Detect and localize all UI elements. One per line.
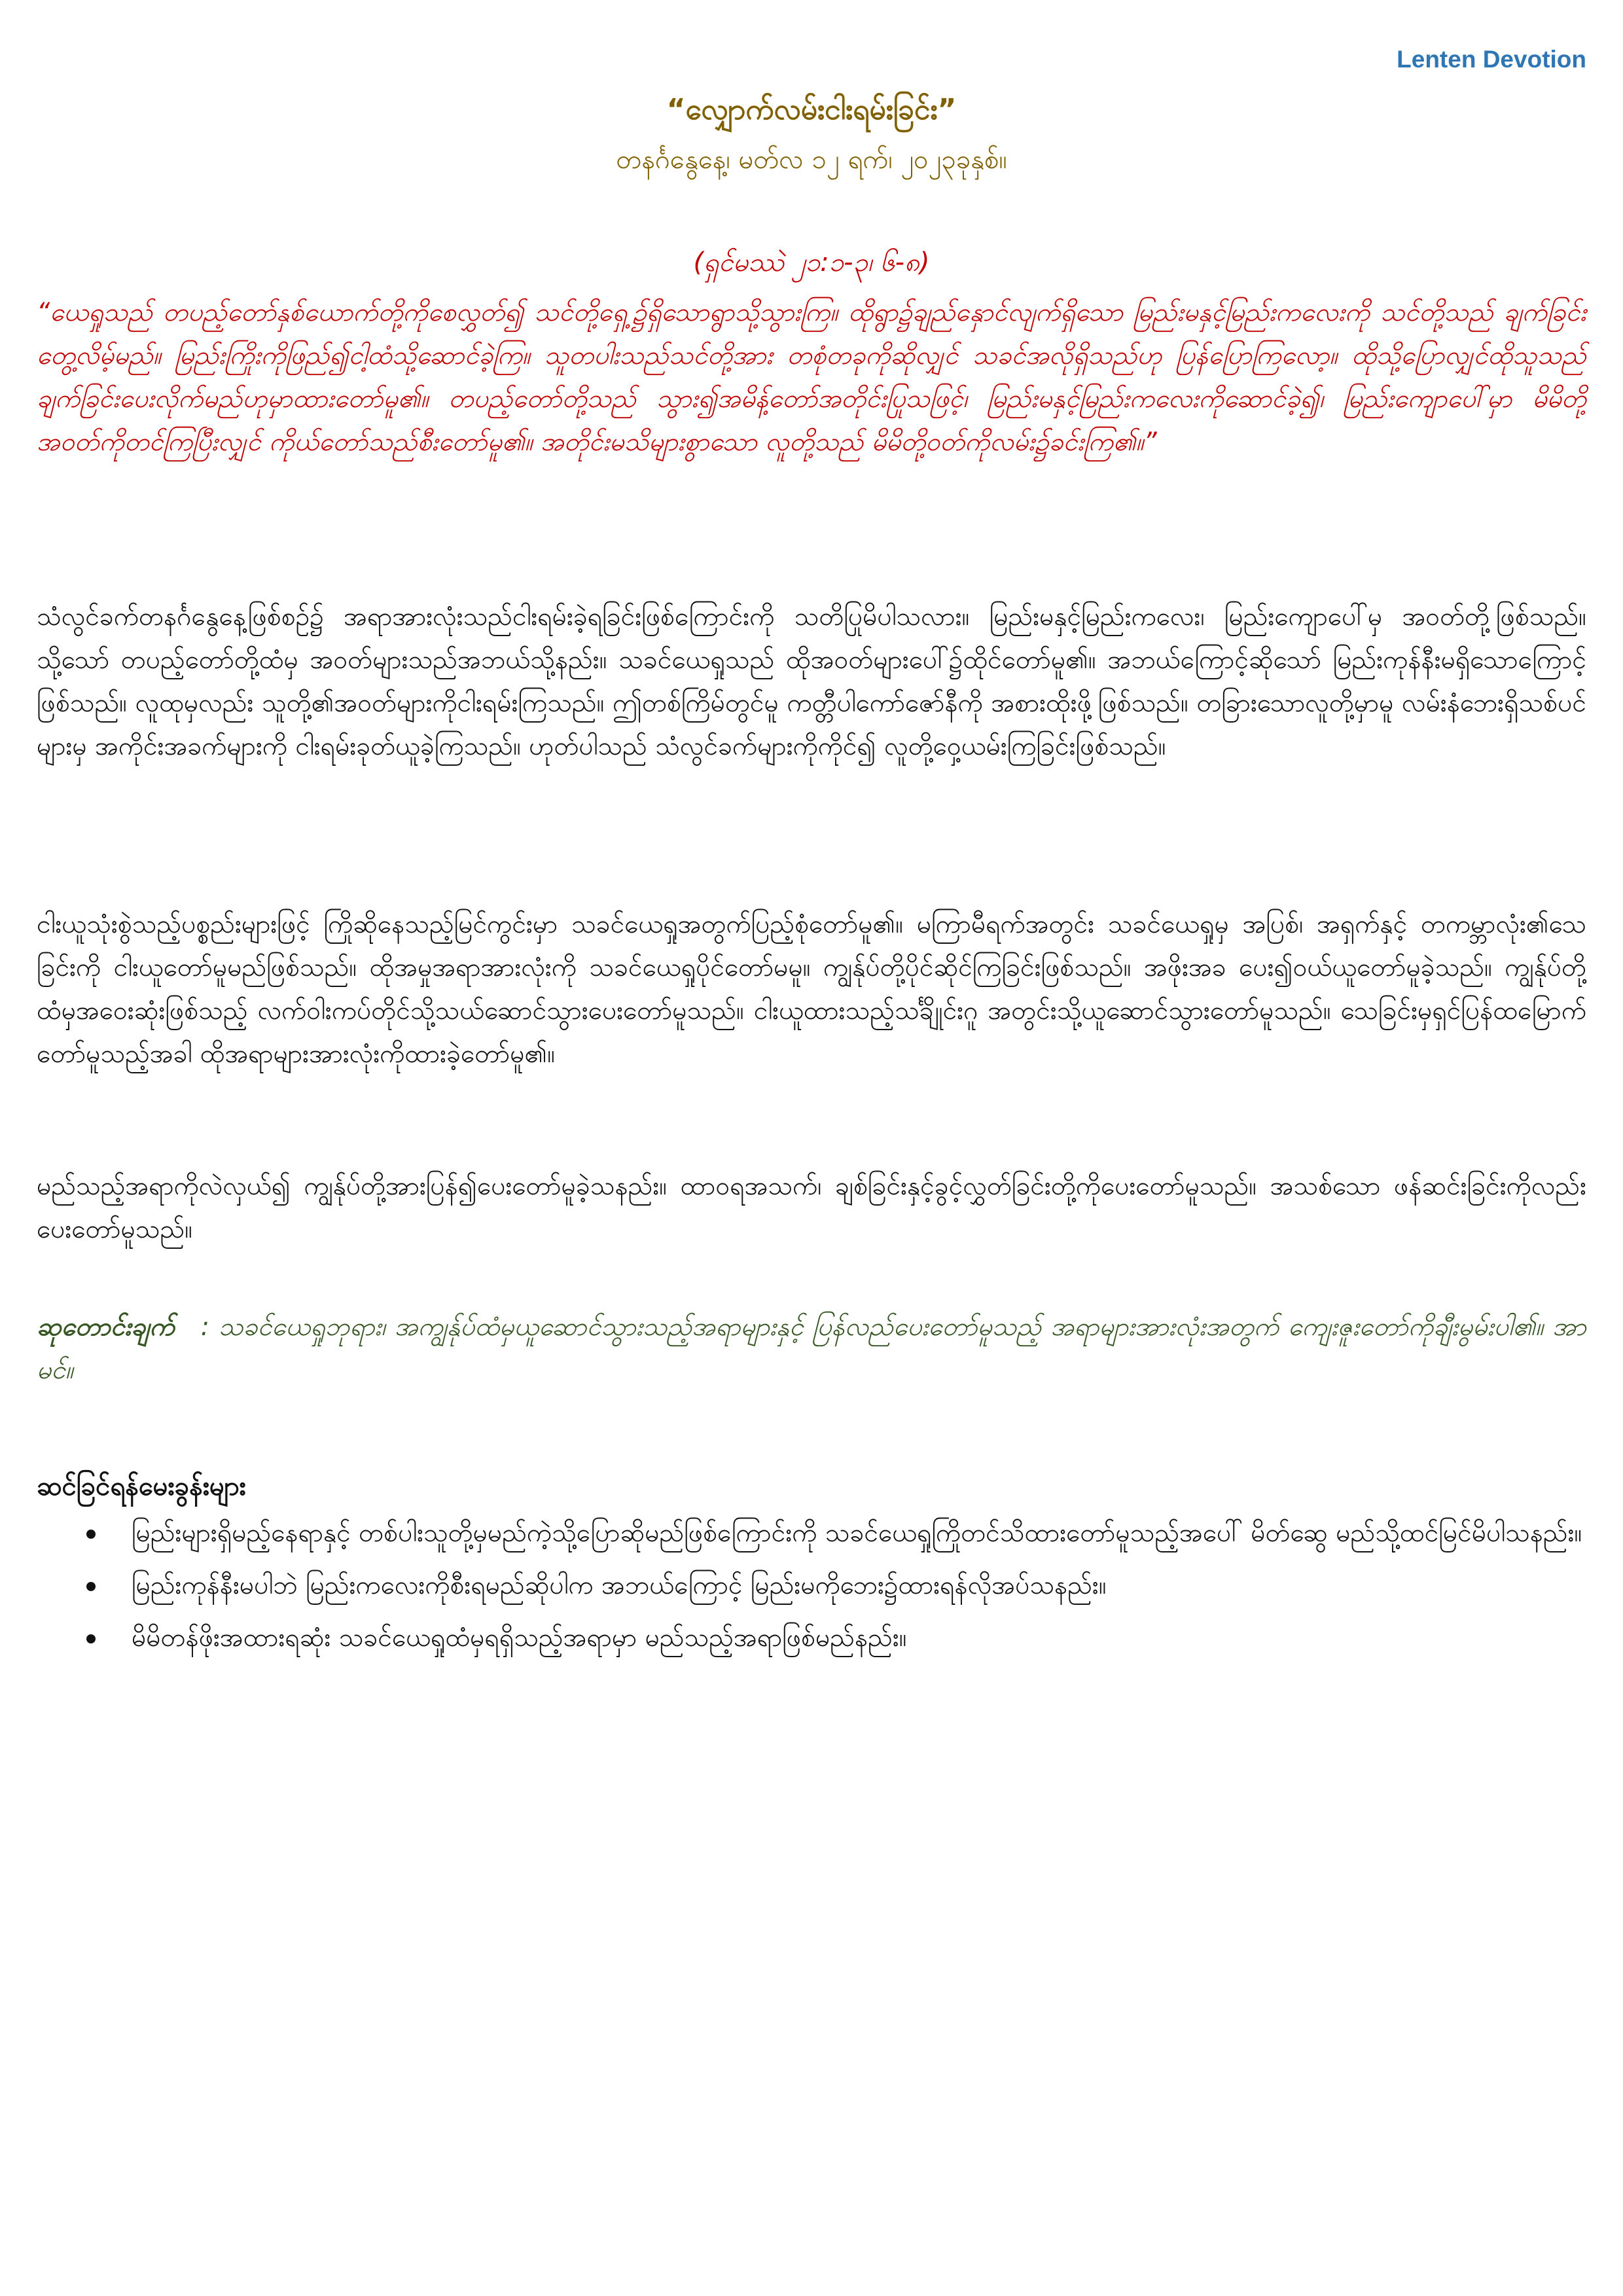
question-text: မိမိတန်ဖိုးအထားရဆုံး သခင်ယေရှုထံမှရရှိသည့်အရာမှာ မည်သည့်အရာဖြစ်မည်နည်း။ — [132, 1623, 907, 1653]
questions-heading: ဆင်ခြင်ရန်မေးခွန်းများ — [37, 1471, 246, 1501]
page-title: “လျှောက်လမ်းငါးရမ်းခြင်း” — [666, 93, 957, 126]
list-item — [37, 1512, 1586, 1555]
prayer-label: ဆုတောင်းချက် — [37, 1312, 175, 1342]
header-tag: Lenten Devotion — [1397, 46, 1586, 73]
list-item — [37, 1564, 1586, 1607]
bullet-icon — [86, 1582, 96, 1591]
bullet-icon — [86, 1634, 96, 1643]
bullet-icon — [86, 1530, 96, 1539]
prayer-block — [37, 1306, 1586, 1392]
questions-list — [37, 1512, 1586, 1669]
body-paragraph: ငါးယူသုံးစွဲသည့်ပစ္စည်းများဖြင့် ကြိုဆိုနေသည့်မြင်ကွင်းမှာ သခင်ယေရှုအတွက်ပြည့်စုံတော်မူ၏။ မကြာမီရက်အတွင်း သခင်ယေရှုမှ အပြစ်၊ အရှက်နှင့် တကမ္ဘာလုံး၏သေခြင်းကို ငါးယူတော်မူမည်ဖြစ်သည်။ ထိုအမှုအရာအားလုံးကို သခင်ယေရှုပိုင်တော်မမူ။ ကျွန်ုပ်တို့ပိုင်ဆိုင်ကြခြင်းဖြစ်သည်။ အဖိုးအခ ပေး၍ဝယ်ယူတော်မူခဲ့သည်။ ကျွန်ုပ်တို့ထံမှအဝေးဆုံးဖြစ်သည့် လက်ဝါးကပ်တိုင်သို့သယ်ဆောင်သွားပေးတော်မူသည်။ ငါးယူထားသည့်သင်္ချိုင်းဂူ အတွင်းသို့ယူဆောင်သွားတော်မူသည်။ သေခြင်းမှရှင်ပြန်ထမြောက်တော်မူသည့်အခါ ထိုအရာများအားလုံးကိုထားခဲ့တော်မူ၏။ — [37, 910, 1586, 1069]
body-paragraph: မည်သည့်အရာကိုလဲလှယ်၍ ကျွန်ုပ်တို့အားပြန်၍ပေးတော်မူခဲ့သနည်း။ ထာဝရအသက်၊ ချစ်ခြင်းနှင့်ခွင့်လွှတ်ခြင်းတို့ကိုပေးတော်မူသည်။ အသစ်သော ဖန်ဆင်းခြင်းကိုလည်းပေးတော်မူသည်။ — [37, 1172, 1586, 1244]
body-paragraph: သံလွင်ခက်တနင်္ဂနွေနေ့ဖြစ်စဉ်၌ အရာအားလုံးသည်ငါးရမ်းခဲ့ရခြင်းဖြစ်ကြောင်းကို သတိပြုမိပါသလား။ မြည်းမနှင့်မြည်းကလေး၊ မြည်းကျောပေါ်မှ အဝတ်တို့ဖြစ်သည်။ သို့သော် တပည့်တော်တို့ထံမှ အဝတ်များသည်အဘယ်သို့နည်း။ သခင်ယေရှုသည် ထိုအဝတ်များပေါ်၌ထိုင်တော်မူ၏။ အဘယ်ကြောင့်ဆိုသော် မြည်းကုန်နီးမရှိသောကြောင့်ဖြစ်သည်။ လူထုမှလည်း သူတို့၏အဝတ်များကိုငါးရမ်းကြသည်။ ဤတစ်ကြိမ်တွင်မူ ကတ္တီပါကော်ဇော်နီကို အစားထိုးဖို့ဖြစ်သည်။ တခြားသောလူတို့မှာမူ လမ်းနံဘေးရှိသစ်ပင်များမှ အကိုင်းအခက်များကို ငါးရမ်းခုတ်ယူခဲ့ကြသည်။ ဟုတ်ပါသည် သံလွင်ခက်များကိုကိုင်၍ လူတို့ဝှေ့ယမ်းကြခြင်းဖြစ်သည်။ — [37, 602, 1586, 761]
page-date: တနင်္ဂနွေနေ့၊ မတ်လ ၁၂ ရက်၊ ၂၀၂၃ခုနှစ်။ — [616, 145, 1007, 175]
question-text: မြည်းကုန်နီးမပါဘဲ မြည်းကလေးကိုစီးရမည်ဆိုပါက အဘယ်ကြောင့် မြည်းမကိုဘေး၌ထားရန်လိုအပ်သနည်း။ — [132, 1571, 1107, 1600]
prayer-text: : သခင်ယေရှုဘုရား၊ အကျွန်ုပ်ထံမှယူဆောင်သွားသည့်အရာများနှင့် ပြန်လည်ပေးတော်မူသည့် အရာများအားလုံးအတွက် ကျေးဇူးတော်ကိုချီးမွမ်းပါ၏။ အာမင်။ — [37, 1312, 1586, 1385]
list-item — [37, 1617, 1586, 1660]
scripture-passage: “ယေရှုသည် တပည့်တော်နှစ်ယောက်တို့ကိုစေလွှတ်၍ သင်တို့ရှေ့၌ရှိသောရွာသို့သွားကြ။ ထိုရွာ၌ချည်နှောင်လျက်ရှိသော မြည်းမနှင့်မြည်းကလေးကို သင်တို့သည် ချက်ခြင်းတွေ့လိမ့်မည်။ မြည်းကြိုးကိုဖြည်၍ငါ့ထံသို့ဆောင်ခဲ့ကြ။ သူတပါးသည်သင်တို့အား တစုံတခုကိုဆိုလျှင် သခင်အလိုရှိသည်ဟု ပြန်ပြောကြလော့။ ထိုသို့ပြောလျှင်ထိုသူသည် ချက်ခြင်းပေးလိုက်မည်ဟုမှာထားတော်မူ၏။ တပည့်တော်တို့သည် သွား၍အမိန့်တော်အတိုင်းပြုသဖြင့်၊ မြည်းမနှင့်မြည်းကလေးကိုဆောင်ခဲ့၍၊ မြည်းကျောပေါ်မှာ မိမိတို့အဝတ်ကိုတင်ကြပြီးလျှင် ကိုယ်တော်သည်စီးတော်မူ၏။ အတိုင်းမသိများစွာသော လူတို့သည် မိမိတို့ဝတ်ကိုလမ်း၌ခင်းကြ၏။” — [37, 298, 1586, 457]
question-text: မြည်းများရှိမည့်နေရာနှင့် တစ်ပါးသူတို့မှမည်ကဲ့သို့ပြောဆိုမည်ဖြစ်ကြောင်းကို သခင်ယေရှုကြိုတင်သိထားတော်မူသည့်အပေါ် မိတ်ဆွေ မည်သို့ထင်မြင်မိပါသနည်း။ — [132, 1518, 1582, 1548]
scripture-reference: (ရှင်မဿဲ ၂၁:၁-၃၊ ၆-၈) — [693, 247, 930, 278]
